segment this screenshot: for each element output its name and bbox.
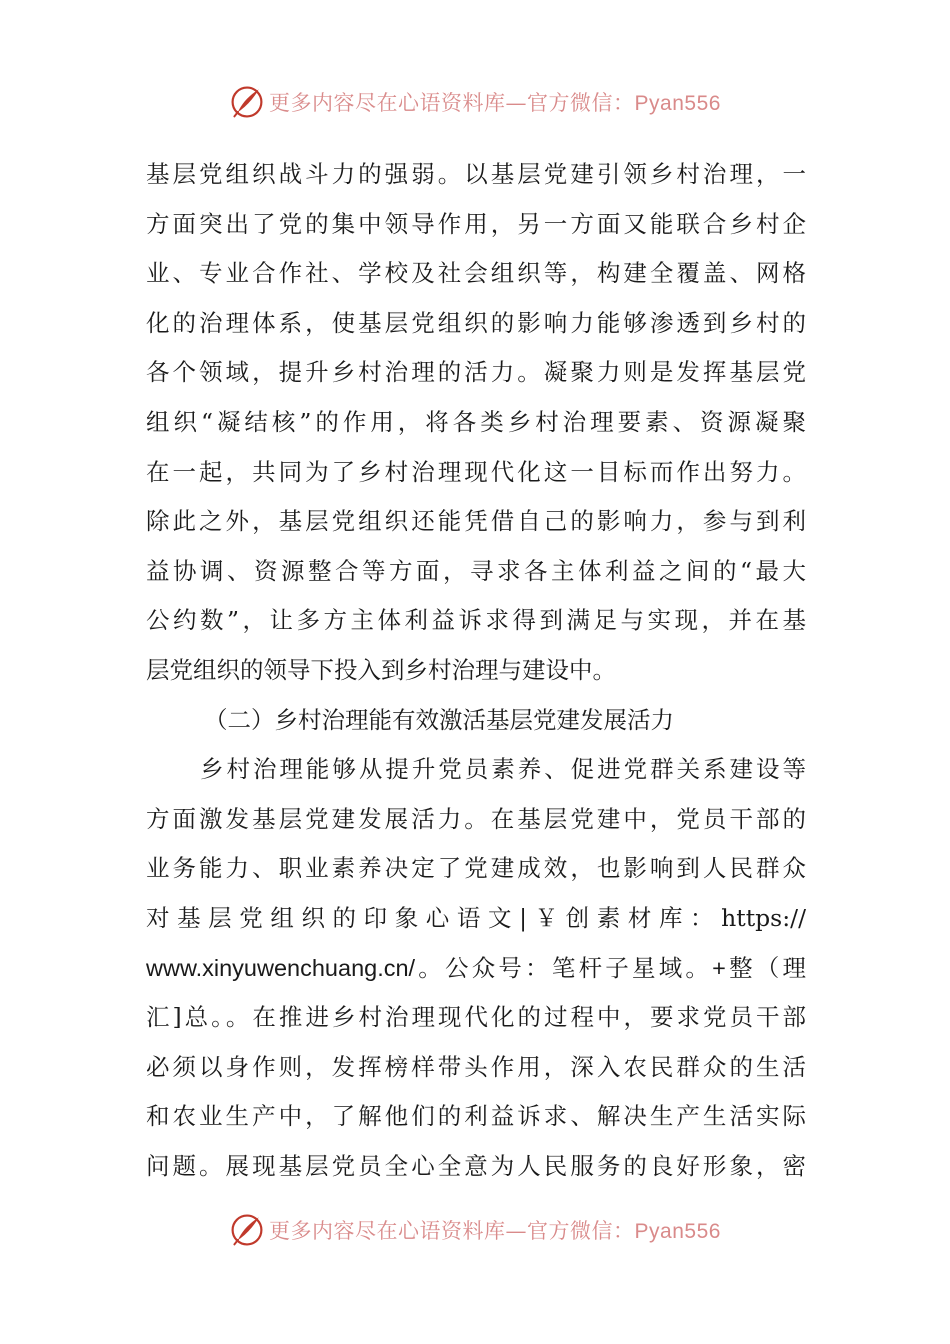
text-line: 各个领域，提升乡村治理的活力。凝聚力则是发挥基层党 bbox=[146, 358, 806, 387]
text-line: 益协调、资源整合等方面，寻求各主体利益之间的“最大 bbox=[146, 556, 806, 585]
watermark-text: 更多内容尽在心语资料库—官方微信：Pyan556 bbox=[269, 1219, 721, 1243]
text-line: 基层党组织战斗力的强弱。以基层党建引领乡村治理，一 bbox=[146, 160, 806, 188]
document-body bbox=[146, 150, 806, 1191]
text-line: 组织“凝结核”的作用，将各类乡村治理要素、资源凝聚 bbox=[146, 407, 806, 436]
watermark-footer bbox=[0, 1210, 950, 1250]
text-line: 方面突出了党的集中领导作用，另一方面又能联合乡村企 bbox=[146, 209, 806, 238]
text-line: 在一起，共同为了乡村治理现代化这一目标而作出努力。 bbox=[146, 457, 806, 486]
text-line: 必须以身作则，发挥榜样带头作用，深入农民群众的生活 bbox=[146, 1052, 806, 1081]
watermark-text: 更多内容尽在心语资料库—官方微信：Pyan556 bbox=[269, 91, 721, 115]
quill-pen-logo-icon bbox=[229, 84, 265, 120]
text-line: 公约数”，让多方主体利益诉求得到满足与实现，并在基 bbox=[146, 606, 806, 635]
section-heading: （二）乡村治理能有效激活基层党建发展活力 bbox=[204, 705, 674, 734]
text-line: 乡村治理能够从提升党员素养、促进党群关系建设等 bbox=[200, 755, 806, 784]
text-line: 问题。展现基层党员全心全意为人民服务的良好形象，密 bbox=[146, 1151, 806, 1180]
text-line: 除此之外，基层党组织还能凭借自己的影响力，参与到利 bbox=[146, 507, 806, 536]
quill-pen-logo-icon bbox=[229, 1212, 265, 1248]
text-line: 业、专业合作社、学校及社会组织等，构建全覆盖、网格 bbox=[146, 259, 806, 288]
text-line: 业务能力、职业素养决定了党建成效，也影响到人民群众 bbox=[146, 854, 806, 883]
text-line: 对基层党组织的印象心语文|￥创素材库：https:// bbox=[146, 903, 806, 932]
text-line: 化的治理体系，使基层党组织的影响力能够渗透到乡村的 bbox=[146, 308, 806, 337]
text-line: 方面激发基层党建发展活力。在基层党建中，党员干部的 bbox=[146, 804, 806, 833]
text-line: 和农业生产中，了解他们的利益诉求、解决生产生活实际 bbox=[146, 1102, 806, 1131]
text-line: www.xinyuwenchuang.cn/。公众号：笔杆子星域。+整（理 bbox=[146, 954, 806, 981]
watermark-header bbox=[0, 82, 950, 122]
text-line: 层党组织的领导下投入到乡村治理与建设中。 bbox=[146, 655, 616, 684]
text-line: 汇]总。。在推进乡村治理现代化的过程中，要求党员干部 bbox=[146, 1003, 806, 1032]
